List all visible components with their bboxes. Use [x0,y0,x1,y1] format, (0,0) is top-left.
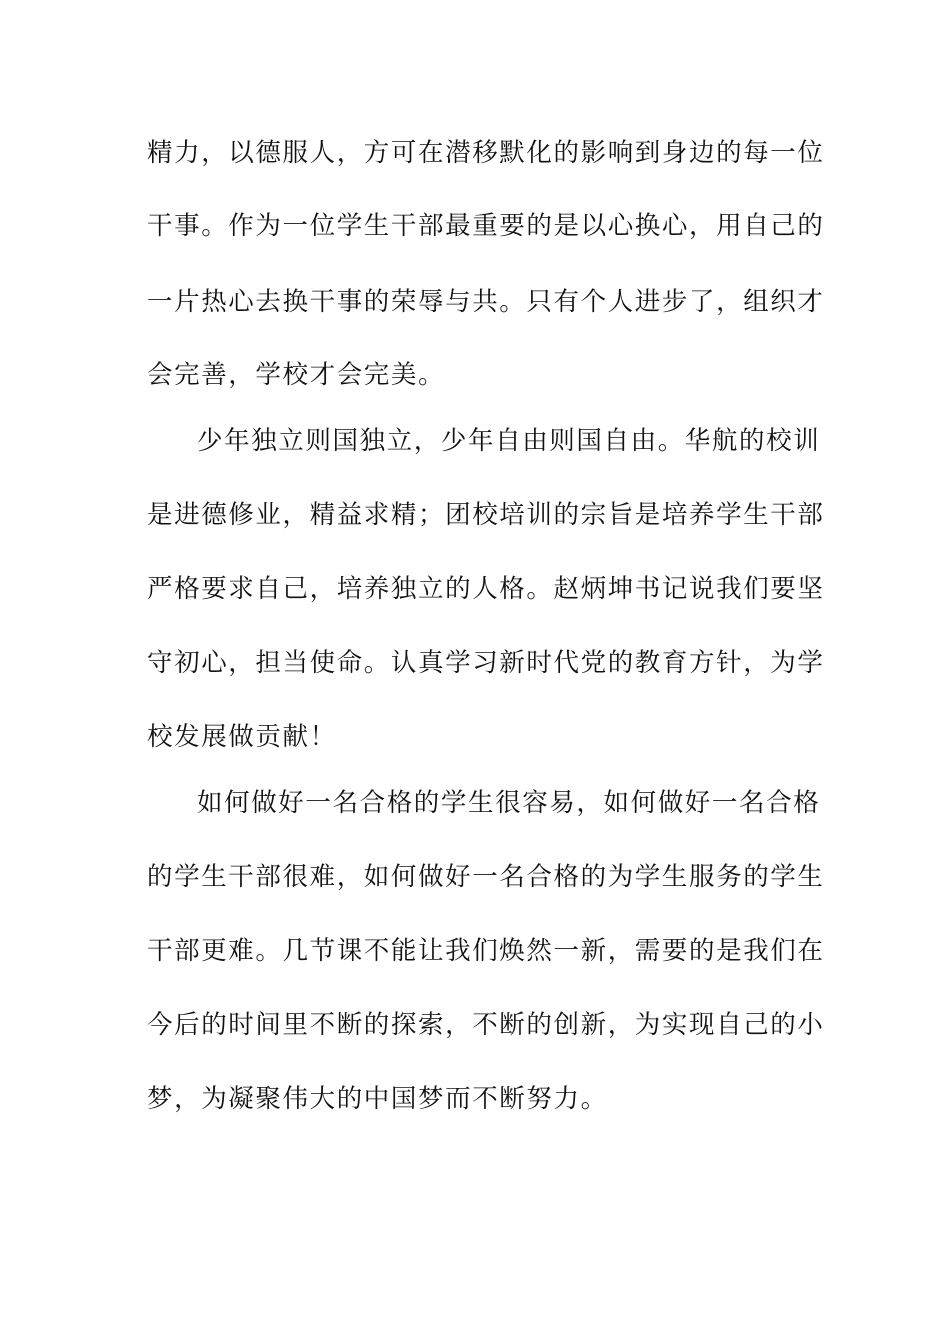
paragraph-first-line: 如何做好一名合格的学生很容易，如何做好一名合格 [197,788,821,818]
text-line: 是进德修业，精益求精；团校培训的宗旨是培养学生干部 [147,500,825,530]
text-line: 严格要求自己，培养独立的人格。赵炳坤书记说我们要坚 [147,574,825,604]
text-line: 精力，以德服人，方可在潜移默化的影响到身边的每一位 [147,138,825,168]
text-line: 守初心，担当使命。认真学习新时代党的教育方针，为学 [147,648,825,678]
text-line: 今后的时间里不断的探索，不断的创新，为实现自己的小 [147,1010,825,1040]
text-line: 梦，为凝聚伟大的中国梦而不断努力。 [147,1084,608,1114]
text-line: 校发展做贡献！ [147,722,337,752]
text-line: 会完善，学校才会完美。 [147,360,446,390]
text-line: 的学生干部很难，如何做好一名合格的为学生服务的学生 [147,862,825,892]
text-line: 干部更难。几节课不能让我们焕然一新，需要的是我们在 [147,936,825,966]
text-line: 干事。作为一位学生干部最重要的是以心换心，用自己的 [147,211,825,241]
paragraph-first-line: 少年独立则国独立，少年自由则国自由。华航的校训 [197,426,821,456]
text-line: 一片热心去换干事的荣辱与共。只有个人进步了，组织才 [147,287,825,317]
